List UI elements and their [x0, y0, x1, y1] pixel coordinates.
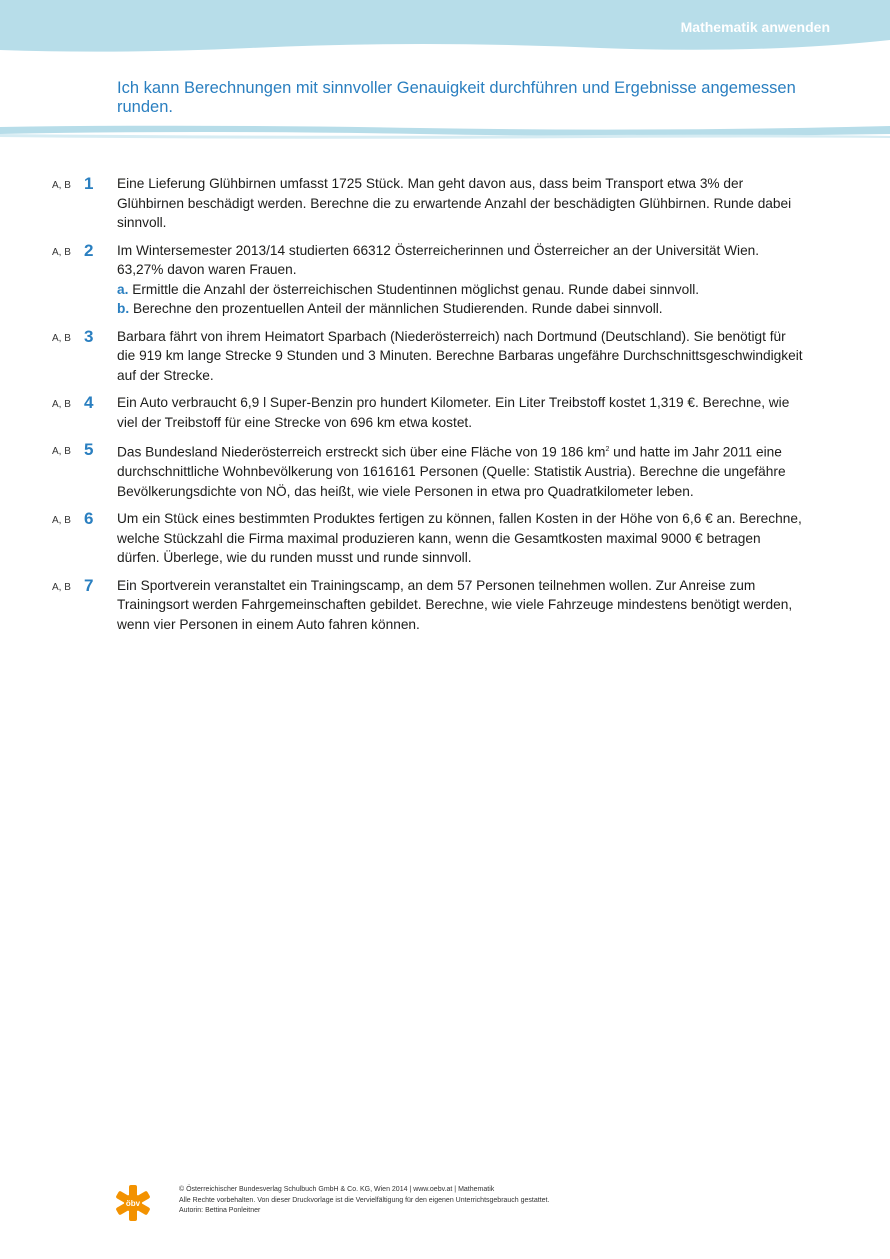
rights-line: Alle Rechte vorbehalten. Von dieser Druckvorlage ist die Vervielfältigung für den eigenen Unterrichtsgebrauch gestattet. — [179, 1196, 550, 1204]
task-text: Um ein Stück eines bestimmten Produktes fertigen zu können, fallen Kosten in der Höhe von 6,6 € an. Berechne, welche Stückzahl die Firma maximal produzieren kann, wenn die Gesamtkosten maximal 9000 € betragen dürfen. Überlege, wie du runden musst und runde sinnvoll. — [117, 511, 802, 566]
goal-divider-band — [0, 122, 890, 142]
task-list — [0, 174, 890, 642]
task-text-part: und hatte im Jahr 2011 eine durchschnittliche Wohnbevölkerung von 1616161 Personen (Quelle: Statistik Austria). Berechne die ungefähre Bevölkerungsdichte von NÖ, das heißt, wie viele Personen in etwa pro Quadratkilometer leben. — [117, 444, 786, 499]
subtask-b — [117, 299, 807, 319]
task-text-part: Das Bundesland Niederösterreich erstreckt sich über eine Fläche von 19 186 km — [117, 444, 606, 460]
task-level: A, B — [52, 332, 71, 344]
footer-text — [179, 1185, 549, 1217]
subtask-text: Ermittle die Anzahl der österreichischen Studentinnen möglichst genau. Runde dabei sinnvoll. — [132, 281, 700, 297]
task-text — [117, 241, 807, 319]
task-text: Eine Lieferung Glühbirnen umfasst 1725 Stück. Man geht davon aus, dass beim Transport etwa 3% der Glühbirnen beschädigt werden. Berechne die zu erwartende Anzahl der beschädigten Glühbirnen. Runde dabei sinnvoll. — [117, 176, 792, 230]
oebv-logo-icon — [113, 1183, 153, 1223]
task-number: 6 — [84, 509, 94, 529]
task-level: A, B — [52, 581, 71, 593]
task-number: 4 — [84, 393, 94, 412]
superscript: 2 — [605, 446, 610, 453]
task-3 — [0, 327, 890, 386]
task-number: 3 — [84, 326, 94, 346]
task-level: A, B — [52, 246, 71, 258]
subtask-text: Berechne den prozentuellen Anteil der männlichen Studierenden. Runde dabei sinnvoll. — [132, 301, 663, 316]
task-number: 1 — [84, 174, 94, 193]
task-2 — [0, 241, 890, 319]
task-level: A, B — [52, 515, 71, 527]
task-text: Barbara fährt von ihrem Heimatort Sparbach (Niederösterreich) nach Dortmund (Deutschland). Sie benötigt für die 919 km lange Strecke 9 Stunden und 3 Minuten. Berechne Barbaras ungefähre Durchschnittsgeschwindigkeit auf der Strecke. — [117, 328, 803, 383]
author-line: Autorin: Bettina Ponleitner — [179, 1207, 261, 1214]
task-text: Ein Sportverein veranstaltet ein Trainingscamp, an dem 57 Personen teilnehmen wollen. Zur Anreise zum Trainingsort werden Fahrgemeinschaften gebildet. Berechne, wie viele Fahrzeuge mindestens benötigt werden, wenn vier Personen in einem Auto fahren können. — [117, 577, 793, 632]
task-level: A, B — [52, 446, 71, 457]
task-1 — [0, 174, 890, 233]
header-title: Mathematik anwenden — [680, 19, 830, 35]
task-text: Ein Auto verbraucht 6,9 l Super-Benzin pro hundert Kilometer. Ein Liter Treibstoff kostet 1,319 €. Berechne, wie viel der Treibstoff für eine Strecke von 696 km etwa kostet. — [117, 395, 790, 430]
subtask-label: b. — [117, 301, 130, 316]
task-6 — [0, 509, 890, 568]
logo-text: öbv — [125, 1199, 141, 1208]
task-intro: Im Wintersemester 2013/14 studierten 66312 Österreicherinnen und Österreicher an der Universität Wien. 63,27% davon waren Frauen. — [117, 242, 760, 277]
copyright-line: © Österreichischer Bundesverlag Schulbuch GmbH & Co. KG, Wien 2014 | www.oebv.at | Mathematik — [179, 1186, 495, 1193]
task-number: 5 — [84, 440, 94, 459]
task-text — [117, 440, 807, 501]
task-level: A, B — [52, 399, 71, 410]
learning-goal: Ich kann Berechnungen mit sinnvoller Genauigkeit durchführen und Ergebnisse angemessen runden. — [117, 79, 796, 116]
task-number: 7 — [84, 575, 94, 595]
task-number: 2 — [84, 240, 94, 260]
subtask-label: a. — [117, 281, 129, 297]
task-4 — [0, 393, 890, 432]
task-7 — [0, 576, 890, 635]
task-5 — [0, 440, 890, 501]
subtask-a — [117, 280, 807, 300]
task-level: A, B — [52, 180, 71, 191]
